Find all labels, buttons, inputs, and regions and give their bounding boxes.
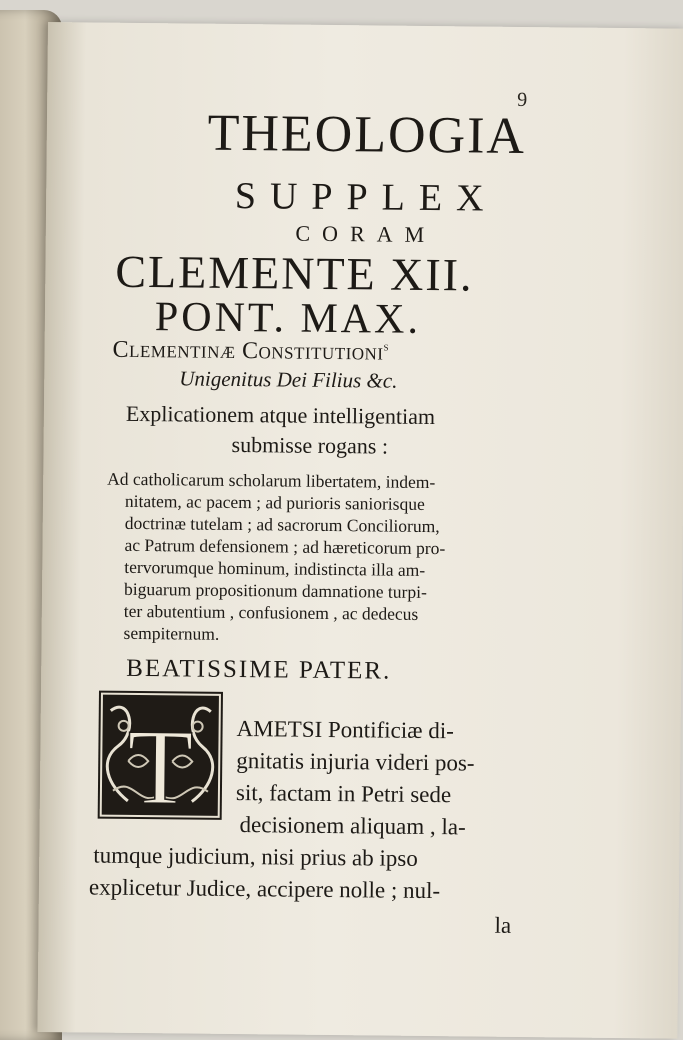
heading-beatissime-pater: BEATISSIME PATER. (126, 654, 392, 685)
paragraph-line: AMETSI Pontificiæ di- (236, 716, 454, 744)
title-coram: CORAM (295, 220, 437, 248)
paragraph-line: explicetur Judice, accipere nolle ; nul- (88, 874, 441, 904)
paragraph-line: sit, factam in Petri sede (235, 780, 452, 808)
book-page (37, 22, 683, 1039)
title-unigenitus: Unigenitus Dei Filius &c. (179, 366, 398, 393)
paragraph-line: tumque judicium, nisi prius ab ipso (93, 842, 418, 871)
intro-line: ac Patrum defensionem ; ad hæreticorum pro- (124, 534, 446, 559)
title-constitutioni (112, 336, 389, 367)
drop-cap-ornament (98, 691, 223, 820)
intro-line: nitatem, ac pacem ; ad purioris saniorisque (124, 490, 425, 514)
title-explicationem: Explicationem atque intelligentiam (125, 400, 436, 430)
drop-cap-ornament-icon (98, 691, 223, 820)
title-pont-max: PONT. MAX. (154, 294, 422, 343)
paragraph-line: la (494, 912, 512, 938)
title-mark: 9 (517, 88, 528, 112)
intro-line: doctrinæ tutelam ; ad sacrorum Conciliorum, (124, 512, 440, 537)
title-supplex: SUPPLEX (234, 174, 498, 220)
title-clemente: CLEMENTE XII. (115, 245, 474, 301)
intro-line: tervorumque hominum, indistincta illa am- (124, 556, 426, 580)
intro-line: ter abutentium , confusionem , ac dedecus (123, 600, 419, 624)
drop-cap-letter: T (126, 707, 194, 820)
title-constitutioni-text: Clementinæ Constitutioni (112, 336, 384, 366)
paragraph-line: decisionem aliquam , la- (239, 812, 466, 840)
title-theologia: THEOLOGIA (207, 104, 527, 166)
intro-line: biguarum propositionum damnatione turpi- (123, 578, 427, 602)
intro-line: sempiternum. (123, 622, 220, 644)
intro-line: Ad catholicarum scholarum libertatem, indem- (107, 468, 436, 493)
paragraph-line: gnitatis injuria videri pos- (236, 748, 475, 776)
title-constitutioni-sup: s (383, 338, 390, 354)
title-rogans: submisse rogans : (231, 431, 389, 459)
